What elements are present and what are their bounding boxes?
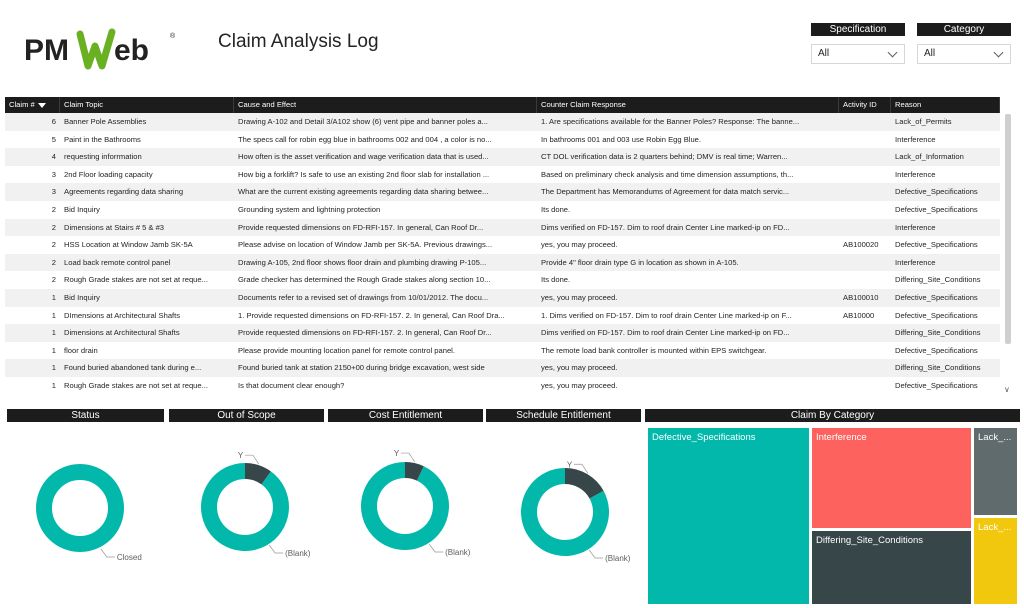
- table-body: [5, 113, 1000, 395]
- table-row[interactable]: [5, 148, 1000, 166]
- donut-slice-y[interactable]: [565, 468, 604, 499]
- cell-cause-and-effect: Provide requested dimensions on FD-RFI-157. 2. In general, Can Roof Dr...: [238, 328, 492, 338]
- donut-label-y: Y: [393, 449, 400, 459]
- table-row[interactable]: [5, 219, 1000, 237]
- cell-counter-claim-response: yes, you may proceed.: [541, 240, 618, 250]
- chevron-down-icon[interactable]: [886, 47, 900, 61]
- cell-reason: Differing_Site_Conditions: [895, 275, 981, 285]
- cell-claim-topic: 2nd Floor loading capacity: [64, 169, 153, 179]
- cell-claim-number: 1: [51, 380, 56, 390]
- table-scrollbar[interactable]: [1003, 114, 1013, 395]
- cell-counter-claim-response: CT DOL verification data is 2 quarters behind; DMV is real time; Warren...: [541, 152, 788, 162]
- cell-reason: Interference: [895, 257, 936, 267]
- out-of-scope-header: Out of Scope: [169, 409, 324, 422]
- cell-counter-claim-response: The remote load bank controller is mounted within EPS switchgear.: [541, 345, 767, 355]
- category-value: All: [924, 48, 936, 59]
- cell-reason: Interference: [895, 169, 936, 179]
- out-of-scope-donut-svg[interactable]: [164, 430, 324, 600]
- cell-counter-claim-response: Based on preliminary check analysis and time dimension assumptions, th...: [541, 169, 794, 179]
- out-of-scope-donut[interactable]: [164, 430, 324, 605]
- table-row[interactable]: [5, 131, 1000, 149]
- table-row[interactable]: [5, 377, 1000, 395]
- column-header-claim-number[interactable]: Claim #: [5, 97, 60, 113]
- cell-claim-number: 5: [51, 134, 56, 144]
- cell-counter-claim-response: Dims verified on FD-157. Dim to roof drain Center Line marked-ip on FD...: [541, 222, 790, 232]
- cell-claim-topic: Found buried abandoned tank during e...: [64, 363, 202, 373]
- cell-activity-id: [839, 254, 891, 272]
- donut-label-blank: (Blank): [445, 547, 471, 557]
- treemap-label-lack-of-permits: Lack_...: [978, 521, 1012, 533]
- cell-activity-id: [839, 201, 891, 219]
- column-header-counter-claim-response[interactable]: Counter Claim Response: [537, 97, 839, 113]
- cell-claim-number: 1: [51, 363, 56, 373]
- cell-cause-and-effect: 1. Provide requested dimensions on FD-RFI-157. 2. In general, Can Roof Dra...: [238, 310, 505, 320]
- cell-claim-number: 3: [51, 187, 56, 197]
- cost-entitlement-donut[interactable]: [324, 430, 484, 605]
- cell-cause-and-effect: Documents refer to a revised set of drawings from 10/01/2012. The docu...: [238, 292, 489, 302]
- chevron-down-icon[interactable]: [992, 47, 1006, 61]
- cost-entitlement-donut-svg[interactable]: [324, 430, 484, 600]
- schedule-entitlement-donut-svg[interactable]: [484, 430, 644, 600]
- cell-activity-id: [839, 113, 891, 131]
- category-dropdown[interactable]: [917, 44, 1011, 64]
- cell-reason: Defective_Specifications: [895, 187, 978, 197]
- cell-cause-and-effect: Grounding system and lightning protection: [238, 204, 381, 214]
- sort-descending-icon[interactable]: [38, 103, 46, 108]
- cell-reason: Lack_of_Permits: [895, 117, 952, 126]
- table-row[interactable]: [5, 236, 1000, 254]
- cell-counter-claim-response: yes, you may proceed.: [541, 363, 618, 373]
- column-header-cause-and-effect[interactable]: Cause and Effect: [234, 97, 537, 113]
- specification-slicer-label: Specification: [811, 23, 905, 36]
- status-donut[interactable]: [0, 430, 160, 605]
- cell-reason: Interference: [895, 222, 936, 232]
- cell-activity-id: [839, 377, 891, 395]
- donut-label-y: Y: [566, 460, 573, 470]
- category-slicer[interactable]: [917, 23, 1011, 64]
- cell-claim-number: 4: [51, 152, 56, 162]
- cell-counter-claim-response: yes, you may proceed.: [541, 292, 618, 302]
- cell-claim-number: 6: [51, 117, 56, 126]
- category-slicer-label: Category: [917, 23, 1011, 36]
- cell-claim-topic: Paint in the Bathrooms: [64, 134, 141, 144]
- cell-activity-id: [839, 166, 891, 184]
- cell-reason: Defective_Specifications: [895, 204, 978, 214]
- cell-claim-topic: HSS Location at Window Jamb SK-5A: [64, 240, 193, 250]
- schedule-entitlement-donut[interactable]: [484, 430, 644, 605]
- cell-claim-topic: Rough Grade stakes are not set at reque...: [64, 275, 208, 285]
- treemap-tile-interference[interactable]: [812, 428, 971, 528]
- table-row[interactable]: [5, 271, 1000, 289]
- claim-by-category-treemap[interactable]: [648, 428, 1017, 604]
- cell-cause-and-effect: How big a forklift? Is safe to use an existing 2nd floor slab for installation ...: [238, 169, 490, 179]
- cell-activity-id: AB100010: [843, 292, 879, 302]
- cell-reason: Defective_Specifications: [895, 292, 978, 302]
- scroll-down-icon[interactable]: ∨: [1004, 385, 1010, 394]
- cell-reason: Defective_Specifications: [895, 240, 978, 250]
- cell-cause-and-effect: What are the current existing agreements regarding data sharing betwee...: [238, 187, 489, 197]
- donut-slice-closed[interactable]: [44, 472, 116, 544]
- specification-slicer[interactable]: [811, 23, 905, 64]
- table-row[interactable]: [5, 166, 1000, 184]
- status-donut-svg[interactable]: [0, 430, 160, 600]
- donut-label-blank: (Blank): [605, 553, 631, 563]
- table-row[interactable]: [5, 307, 1000, 325]
- cell-counter-claim-response: Provide 4" floor drain type G in location as shown in A-105.: [541, 257, 739, 267]
- cell-claim-number: 2: [51, 257, 56, 267]
- cell-reason: Differing_Site_Conditions: [895, 363, 981, 373]
- cell-cause-and-effect: How often is the asset verification and wage verification data that is used...: [238, 152, 489, 162]
- cell-reason: Defective_Specifications: [895, 345, 978, 355]
- table-row[interactable]: [5, 113, 1000, 131]
- table-row[interactable]: [5, 183, 1000, 201]
- cell-cause-and-effect: The specs call for robin egg blue in bathrooms 002 and 004 , a color is no...: [238, 134, 492, 144]
- claim-by-category-header: Claim By Category: [645, 409, 1020, 422]
- cell-counter-claim-response: Its done.: [541, 204, 571, 214]
- pmweb-logo: [24, 26, 184, 74]
- table-row[interactable]: [5, 324, 1000, 342]
- cell-counter-claim-response: yes, you may proceed.: [541, 380, 618, 390]
- scrollbar-thumb[interactable]: [1005, 114, 1011, 344]
- cell-reason: Lack_of_Information: [895, 152, 964, 162]
- column-header-reason[interactable]: Reason: [891, 97, 1000, 113]
- cell-activity-id: AB100020: [843, 240, 879, 250]
- treemap-tile-lack-of-information[interactable]: [974, 428, 1017, 515]
- treemap-tile-defective-specifications[interactable]: [648, 428, 809, 604]
- cell-claim-number: 2: [51, 222, 56, 232]
- cell-cause-and-effect: Please advise on location of Window Jamb per SK-5A. Previous drawings...: [238, 240, 493, 250]
- cell-cause-and-effect: Provide requested dimensions on FD-RFI-157. In general, Can Roof Dr...: [238, 222, 484, 232]
- claims-table: [5, 97, 1000, 396]
- cell-activity-id: [839, 219, 891, 237]
- cell-claim-topic: requesting inforrmation: [64, 152, 142, 162]
- pmweb-logo-mark: [24, 26, 184, 74]
- table-header: [5, 97, 1000, 113]
- treemap-label-lack-of-information: Lack_...: [978, 432, 1012, 443]
- cell-activity-id: [839, 271, 891, 289]
- column-header-claim-topic[interactable]: Claim Topic: [60, 97, 234, 113]
- cell-cause-and-effect: Is that document clear enough?: [238, 380, 345, 390]
- cell-counter-claim-response: 1. Dims verified on FD-157. Dim to roof drain Center Line marked-ip on F...: [541, 310, 792, 320]
- cell-claim-topic: floor drain: [64, 345, 98, 355]
- cell-cause-and-effect: Found buried tank at station 2150+00 during bridge excavation, west side: [238, 363, 485, 373]
- cell-activity-id: [839, 359, 891, 377]
- cell-claim-topic: Bid Inquiry: [64, 292, 100, 302]
- table-row[interactable]: [5, 201, 1000, 219]
- cost-entitlement-header: Cost Entitlement: [328, 409, 483, 422]
- cell-activity-id: [839, 342, 891, 360]
- cell-claim-number: 3: [51, 169, 56, 179]
- cell-claim-topic: Load back remote control panel: [64, 257, 171, 267]
- table-row[interactable]: [5, 359, 1000, 377]
- cell-claim-topic: Banner Pole Assemblies: [64, 117, 147, 126]
- cell-claim-topic: Rough Grade stakes are not set at reque...: [64, 380, 208, 390]
- cell-activity-id: [839, 131, 891, 149]
- cell-claim-number: 2: [51, 240, 56, 250]
- treemap-label-defective-specifications: Defective_Specifications: [652, 432, 756, 443]
- cell-claim-number: 1: [51, 292, 56, 302]
- table-row[interactable]: [5, 254, 1000, 272]
- cell-cause-and-effect: Drawing A-102 and Detail 3/A102 show (6) vent pipe and banner poles a...: [238, 117, 488, 126]
- cell-cause-and-effect: Grade checker has determined the Rough Grade stakes along section 10...: [238, 275, 491, 285]
- schedule-entitlement-header: Schedule Entitlement: [486, 409, 641, 422]
- cell-claim-number: 1: [51, 345, 56, 355]
- treemap-label-interference: Interference: [816, 432, 867, 443]
- table-row[interactable]: [5, 342, 1000, 360]
- cell-counter-claim-response: Dims verified on FD-157. Dim to roof drain Center Line marked-ip on FD...: [541, 328, 790, 338]
- treemap-tile-lack-of-permits[interactable]: [974, 518, 1017, 605]
- specification-value: All: [818, 48, 830, 59]
- cell-counter-claim-response: Its done.: [541, 275, 571, 285]
- cell-reason: Defective_Specifications: [895, 380, 978, 390]
- table-row[interactable]: [5, 289, 1000, 307]
- cell-claim-topic: Dimensions at Architectural Shafts: [64, 328, 180, 338]
- cell-claim-number: 1: [51, 310, 56, 320]
- specification-dropdown[interactable]: [811, 44, 905, 64]
- cell-claim-number: 2: [51, 275, 56, 285]
- page-title: Claim Analysis Log: [218, 31, 379, 52]
- treemap-tile-differing-site-conditions[interactable]: [812, 531, 971, 605]
- cell-activity-id: [839, 324, 891, 342]
- cell-activity-id: [839, 183, 891, 201]
- donut-label-y: Y: [237, 451, 244, 461]
- cell-claim-topic: DImensions at Architectural Shafts: [64, 310, 181, 320]
- status-header: Status: [7, 409, 164, 422]
- cell-claim-topic: Agreements regarding data sharing: [64, 187, 184, 197]
- donut-label-blank: (Blank): [285, 548, 311, 558]
- svg-text:eb: eb: [114, 34, 150, 67]
- treemap-label-differing-site-conditions: Differing_Site_Conditions: [816, 534, 924, 546]
- cell-claim-topic: Bid Inquiry: [64, 204, 100, 214]
- cell-claim-topic: Dimensions at Stairs # 5 & #3: [64, 222, 165, 232]
- cell-reason: Defective_Specifications: [895, 310, 978, 320]
- cell-reason: Interference: [895, 134, 936, 144]
- cell-counter-claim-response: The Department has Memorandums of Agreement for data match servic...: [541, 187, 790, 197]
- cell-counter-claim-response: In bathrooms 001 and 003 use Robin Egg Blue.: [541, 134, 702, 144]
- svg-text:PM: PM: [24, 34, 69, 67]
- cell-cause-and-effect: Drawing A-105, 2nd floor shows floor drain and plumbing drawing P-105...: [238, 257, 487, 267]
- cell-claim-number: 1: [51, 328, 56, 338]
- cell-activity-id: AB10000: [843, 310, 875, 320]
- donut-label-closed: Closed: [116, 552, 142, 562]
- svg-text:®: ®: [170, 33, 176, 40]
- cell-reason: Differing_Site_Conditions: [895, 328, 981, 338]
- cell-counter-claim-response: 1. Are specifications available for the Banner Poles? Response: The banne...: [541, 117, 800, 126]
- column-header-activity-id[interactable]: Activity ID: [839, 97, 891, 113]
- cell-claim-number: 2: [51, 204, 56, 214]
- cell-activity-id: [839, 148, 891, 166]
- cell-cause-and-effect: Please provide mounting location panel for remote control panel.: [238, 345, 455, 355]
